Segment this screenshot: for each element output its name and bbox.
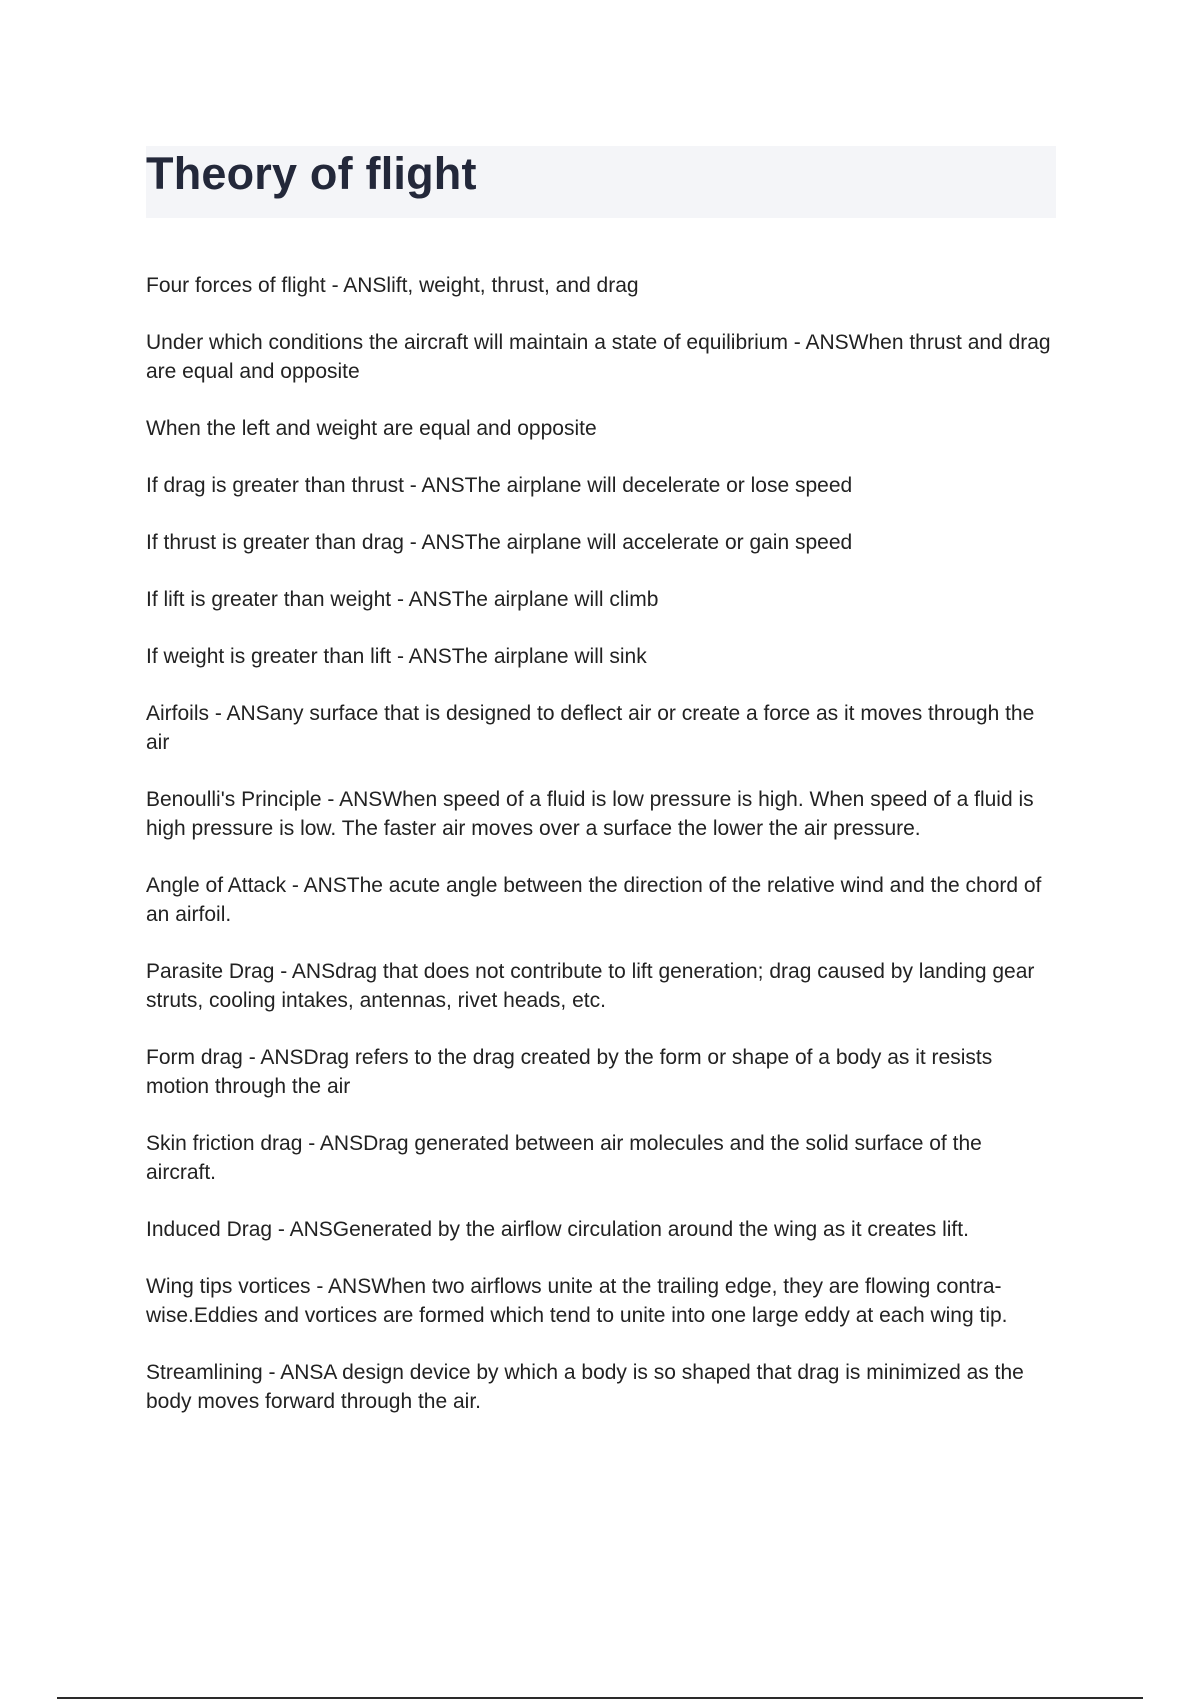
title-banner (146, 146, 1056, 218)
qa-entry-form-drag: Form drag - ANSDrag refers to the drag created by the form or shape of a body as it resists motion through the air (146, 1046, 993, 1098)
qa-list (146, 271, 1056, 1444)
footer-divider (57, 1697, 1143, 1699)
qa-entry-drag-greater: If drag is greater than thrust - ANSThe airplane will decelerate or lose speed (146, 474, 853, 497)
qa-entry-angle-of-attack: Angle of Attack - ANSThe acute angle between the direction of the relative wind and the chord of an airfoil. (146, 874, 1042, 926)
qa-entry-thrust-greater: If thrust is greater than drag - ANSThe airplane will accelerate or gain speed (146, 531, 853, 554)
qa-entry-four-forces: Four forces of flight - ANSlift, weight, thrust, and drag (146, 274, 639, 297)
qa-entry-weight-greater: If weight is greater than lift - ANSThe airplane will sink (146, 645, 647, 668)
qa-entry-streamlining: Streamlining - ANSA design device by which a body is so shaped that drag is minimized as the body moves forward through the air. (146, 1361, 1024, 1413)
qa-entry-bernoulli: Benoulli's Principle - ANSWhen speed of a fluid is low pressure is high. When speed of a fluid is high pressure is low. The faster air moves over a surface the lower the air pressure. (146, 788, 1034, 840)
qa-entry-equilibrium: Under which conditions the aircraft will maintain a state of equilibrium - ANSWhen thrust and drag are equal and opposite (146, 331, 1051, 383)
qa-entry-lift-weight-equal: When the left and weight are equal and opposite (146, 417, 597, 440)
page-title: Theory of flight (146, 148, 477, 199)
qa-entry-parasite-drag: Parasite Drag - ANSdrag that does not contribute to lift generation; drag caused by landing gear struts, cooling intakes, antennas, rivet heads, etc. (146, 960, 1035, 1012)
qa-entry-airfoils: Airfoils - ANSany surface that is designed to deflect air or create a force as it moves through the air (146, 702, 1035, 754)
qa-entry-lift-greater: If lift is greater than weight - ANSThe airplane will climb (146, 588, 659, 611)
qa-entry-wing-tip-vortices: Wing tips vortices - ANSWhen two airflows unite at the trailing edge, they are flowing contra-wise.Eddies and vortices are formed which tend to unite into one large eddy at each wing tip. (146, 1275, 1008, 1327)
qa-entry-skin-friction-drag: Skin friction drag - ANSDrag generated between air molecules and the solid surface of the aircraft. (146, 1132, 982, 1184)
qa-entry-induced-drag: Induced Drag - ANSGenerated by the airflow circulation around the wing as it creates lift. (146, 1218, 969, 1241)
